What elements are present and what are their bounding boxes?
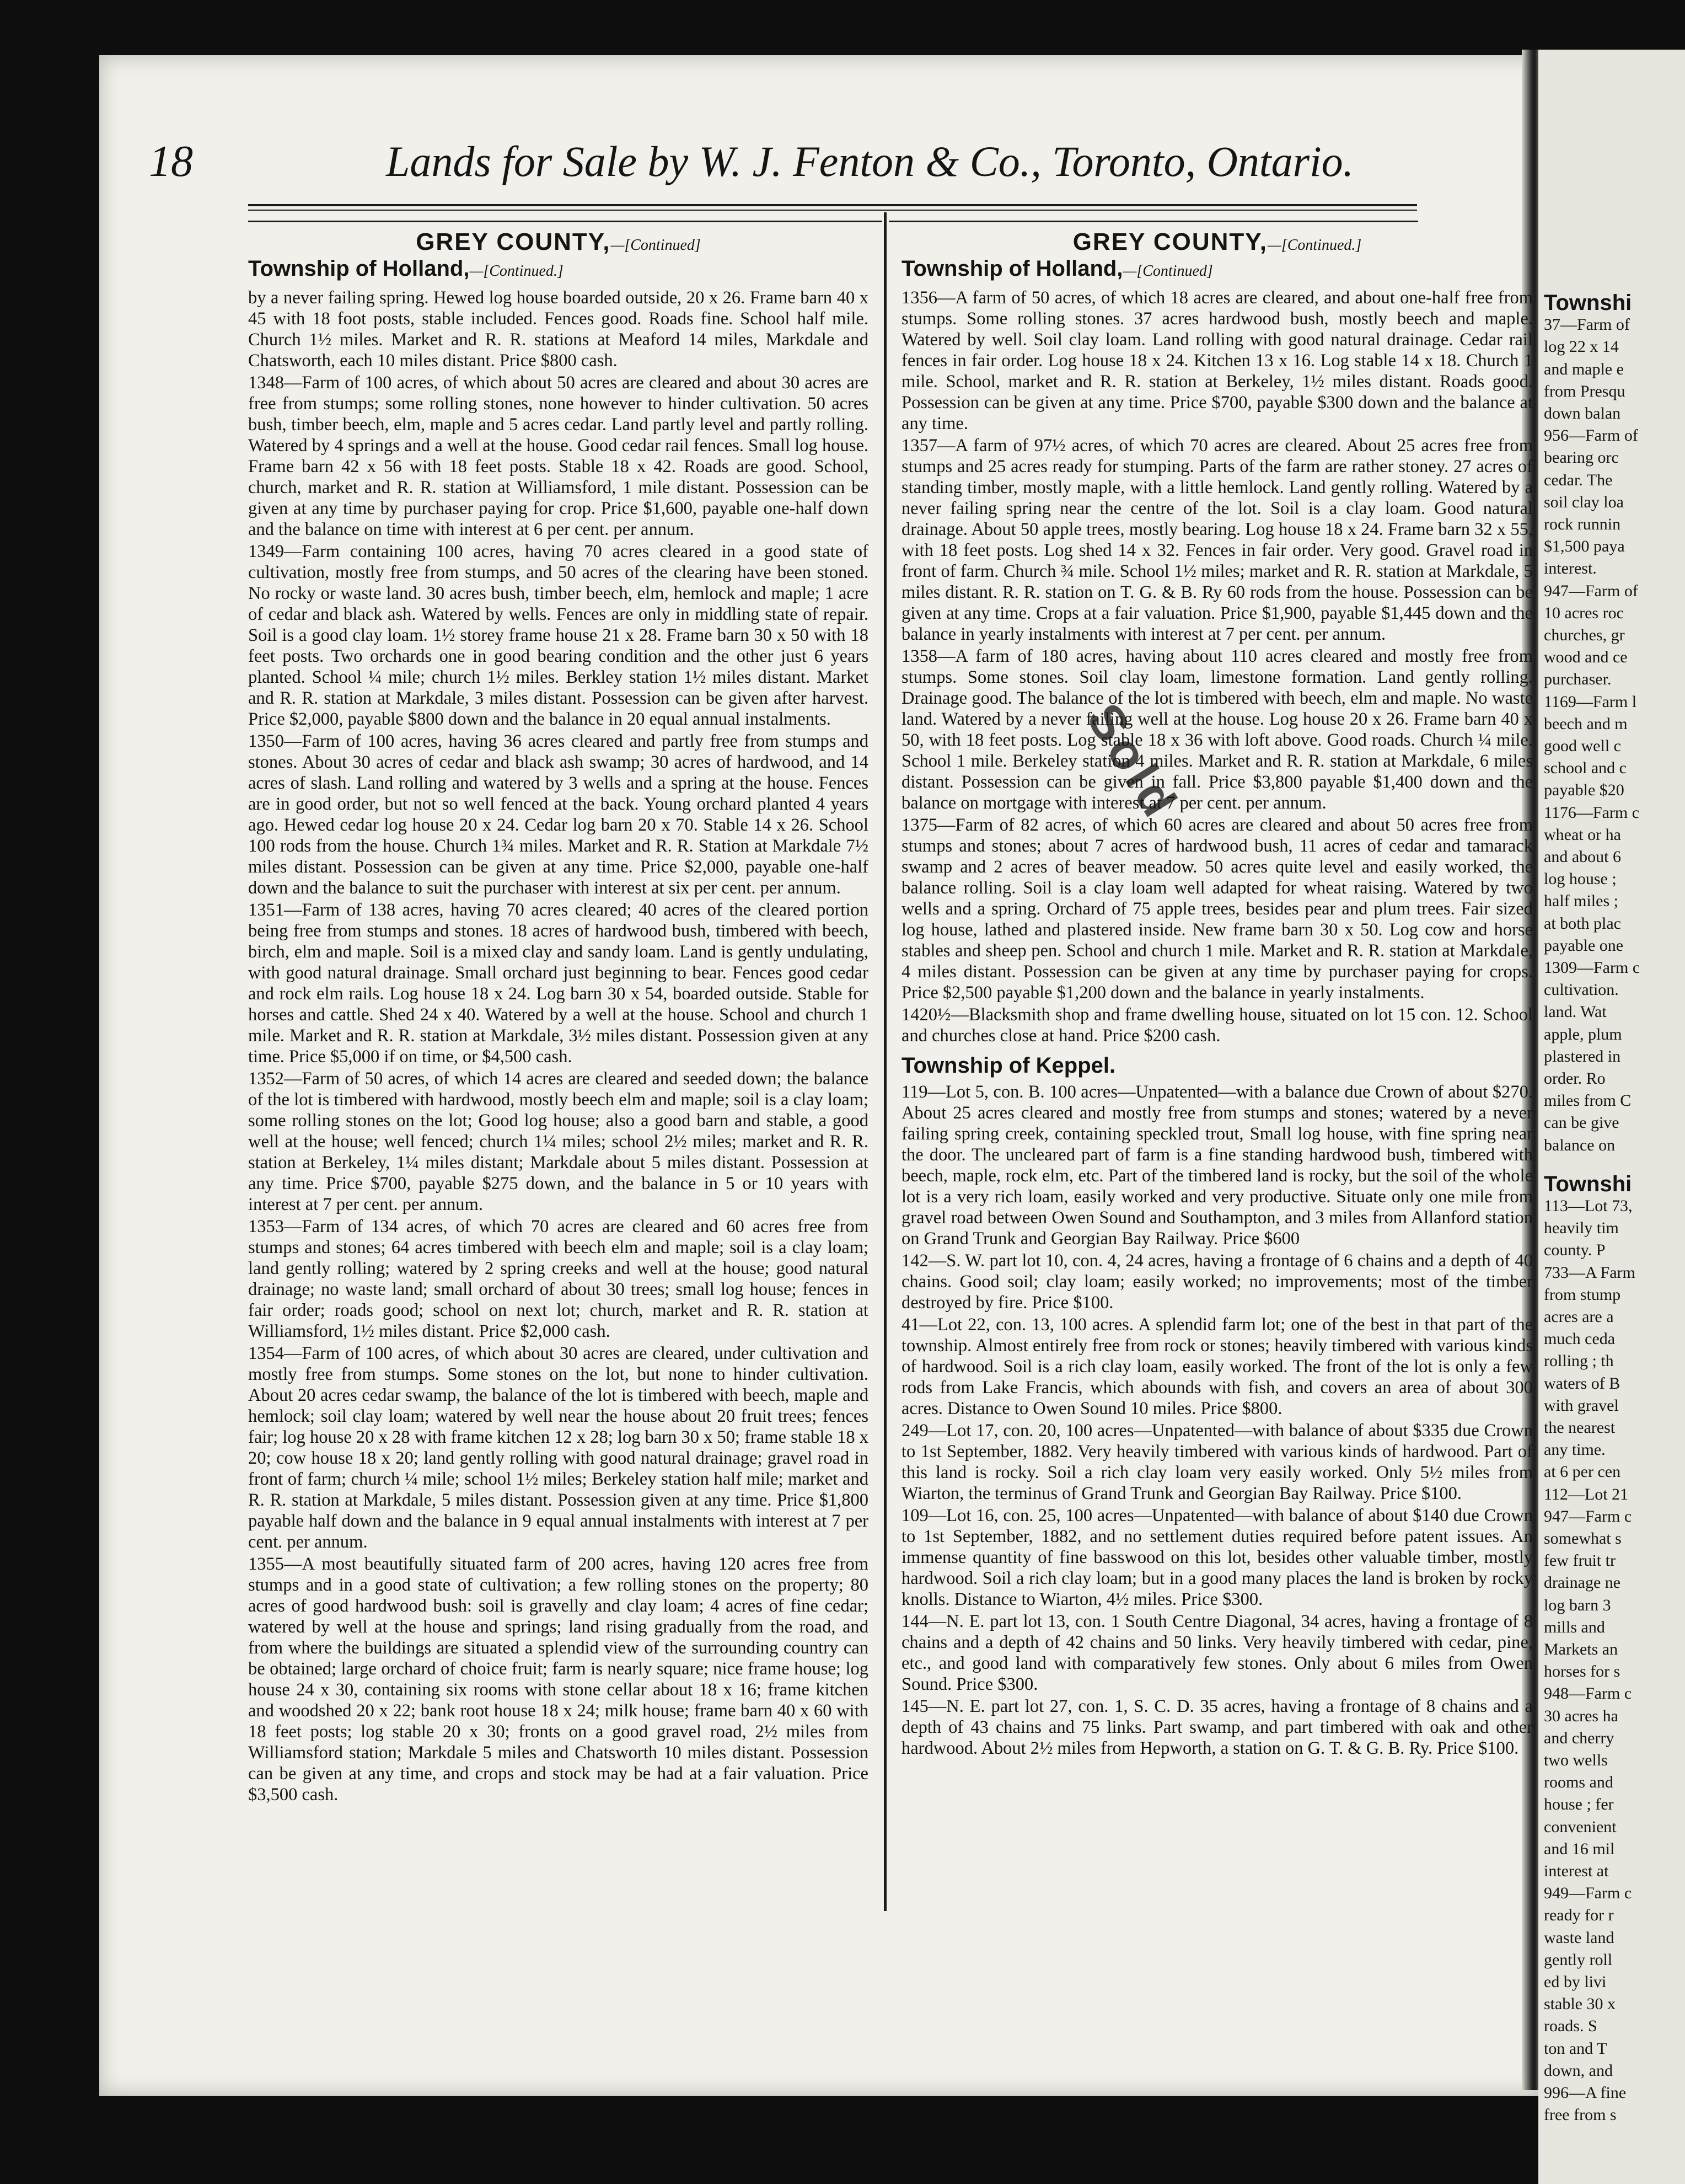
strip-line: roads. S xyxy=(1544,2017,1597,2036)
strip-line: and 16 mil xyxy=(1544,1839,1615,1858)
strip-line: payable one xyxy=(1544,936,1624,955)
page-number: 18 xyxy=(149,137,193,186)
strip-line: half miles ; xyxy=(1544,892,1618,911)
listing-entry: 1349—Farm containing 100 acres, having 70 acres cleared in a good state of cultivation, mostly free from stumps, and 50 acres of the clearing have been stoned. No rocky or waste land. 30 acres bush, timber beech, elm, hemlock and maple; 1 acre of cedar and black ash. Watered by wells. Fences are only in middling state of repair. Soil is a good clay loam. 1½ storey frame house 21 x 28. Frame barn 30 x 50 with 18 feet posts. Two orchards one in good bearing condition and the other just 6 years planted. School ¼ mile; church 1½ miles. Berkley station 1½ miles distant. Market and R. R. station at Markdale, 3 miles distant. Possession can be given after harvest. Price $2,000, payable $800 down and the balance in 20 equal annual instalments. xyxy=(248,542,868,729)
strip-line: Townshi xyxy=(1544,1171,1632,1196)
listing-entry: 145—N. E. part lot 27, con. 1, S. C. D. 35 acres, having a frontage of 8 chains and a depth of 43 chains and 75 links. Part swamp, and part timbered with oak and other hardwood. About 2½ miles from Hepworth, a station on G. T. & G. B. Ry. Price $100. xyxy=(901,1696,1533,1758)
strip-line: wheat or ha xyxy=(1544,825,1621,844)
strip-line: good well c xyxy=(1544,737,1621,755)
listing-entry: 1350—Farm of 100 acres, having 36 acres cleared and partly free from stumps and stones. About 30 acres of cedar and black ash swamp; 30 acres of hardwood, and 14 acres of slash. Land rolling and watered by 3 wells and a spring at the house. Fences are in good order, but not so well fenced at the back. Young orchard planted 4 years ago. Hewed cedar log house 20 x 24. Cedar log barn 20 x 70. Stable 14 x 26. School 100 rods from the house. Church 1¾ miles. Market and R. R. Station at Markdale 7½ miles distant. Possession can be given at any time. Price $2,000, payable one-half down and the balance to suit the purchaser with interest at six per cent. per annum. xyxy=(248,731,868,898)
strip-line: land. Wat xyxy=(1544,1003,1607,1021)
strip-line: down balan xyxy=(1544,404,1621,422)
strip-line: 996—A fine xyxy=(1544,2084,1627,2102)
strip-line: 956—Farm of xyxy=(1544,426,1638,445)
strip-line: order. Ro xyxy=(1544,1069,1606,1088)
strip-line: 30 acres ha xyxy=(1544,1706,1618,1725)
strip-line: ton and T xyxy=(1544,2039,1607,2058)
strip-line: rooms and xyxy=(1544,1773,1613,1792)
strip-line: interest at xyxy=(1544,1862,1609,1880)
strip-line: payable $20 xyxy=(1544,781,1624,800)
listing-entry: 1358—A farm of 180 acres, having about 110 acres cleared and mostly free from stumps. Some stones. Soil clay loam, limestone formation. Land gently rolling. Drainage good. The balance of the lot is timbered with beech, elm and maple. No waste land. Watered by a never failing well at the house. Log house 20 x 26. Frame barn 40 x 50, with 18 feet posts. Log stable 18 x 36 with loft above. Good roads. Church ¼ mile. School 1 mile. Berkeley station 4 miles. Market and R. R. station at Markdale, 6 miles distant. Possession can be given in fall. Price $3,800 payable $1,400 down and the balance on mortgage with interest at 7 per cent. per annum. xyxy=(901,646,1533,813)
strip-line: log house ; xyxy=(1544,870,1617,888)
strip-line: 948—Farm c xyxy=(1544,1684,1632,1703)
strip-line: cedar. The xyxy=(1544,470,1613,489)
strip-line: log 22 x 14 xyxy=(1544,338,1619,356)
strip-line: bearing orc xyxy=(1544,448,1619,467)
listing-entry: 249—Lot 17, con. 20, 100 acres—Unpatented—with balance of about $335 due Crown to 1st September, 1882. Very heavily timbered with various kinds of hardwood. Part of this land is rocky. Soil a rich clay loam very easily worked. Only 5½ miles from Wiarton, the terminus of Grand Trunk and Georgian Bay Railway. Price $100. xyxy=(901,1421,1533,1503)
strip-line: county. P xyxy=(1544,1241,1606,1260)
listing-entry: 1352—Farm of 50 acres, of which 14 acres are cleared and seeded down; the balance of the lot is timbered with hardwood, mostly beech elm and maple; soil is a clay loam; some rolling stones on the lot; Good log house; also a good barn and stable, a good well at the house; well fenced; church 1¼ miles; school 2½ miles; market and R. R. station at Berkeley, 1¼ miles distant; Markdale about 5 miles distant. Possession at any time. Price $700, payable $275 down, and the balance in 5 or 10 years with interest at 7 per cent. per annum. xyxy=(248,1069,868,1214)
township-heading: Township of Holland,—[Continued.] xyxy=(248,256,564,281)
strip-line: and cherry xyxy=(1544,1728,1614,1747)
strip-line: miles from C xyxy=(1544,1091,1632,1110)
strip-line: 37—Farm of xyxy=(1544,315,1630,334)
listing-entry: 119—Lot 5, con. B. 100 acres—Unpatented—with a balance due Crown of about $270. About 25 acres cleared and mostly free from stumps and stones; watered by a never failing spring creek, containing speckled trout, Small log house, with fine spring near the door. The uncleared part of farm is a fine standing hardwood bush, timbered with beech, maple, rock elm, etc. Part of the timbered land is rocky, but the soil of the whole lot is a very rich loam, easily worked and very productive. Situate only one mile from gravel road between Owen Sound and Southampton, and 3 miles from Allanford station on Grand Trunk and Georgian Bay Railway. Price $600 xyxy=(901,1082,1533,1249)
listing-group xyxy=(248,287,868,1805)
strip-line: somewhat s xyxy=(1544,1529,1622,1548)
strip-line: much ceda xyxy=(1544,1330,1616,1348)
strip-line: 10 acres roc xyxy=(1544,603,1624,622)
county-heading: GREY COUNTY,—[Continued.] xyxy=(1072,228,1362,255)
header-rule-thin xyxy=(248,210,1417,211)
listing-group xyxy=(901,1082,1533,1759)
strip-line: gently roll xyxy=(1544,1950,1613,1969)
strip-line: purchaser. xyxy=(1544,670,1612,689)
township-heading-keppel: Township of Keppel. xyxy=(901,1053,1116,1078)
strip-line: plastered in xyxy=(1544,1047,1621,1066)
page-header xyxy=(149,131,1417,186)
strip-line: ready for r xyxy=(1544,1906,1614,1925)
strip-line: beech and m xyxy=(1544,714,1628,733)
strip-line: free from s xyxy=(1544,2106,1617,2124)
strip-line: Markets an xyxy=(1544,1640,1618,1658)
strip-line: heavily tim xyxy=(1544,1219,1619,1238)
strip-line: few fruit tr xyxy=(1544,1551,1616,1570)
left-column xyxy=(248,228,868,1806)
county-heading: GREY COUNTY,—[Continued] xyxy=(416,228,701,255)
strip-line: down, and xyxy=(1544,2061,1613,2080)
strip-line: $1,500 paya xyxy=(1544,537,1625,556)
strip-line: convenient xyxy=(1544,1817,1617,1836)
strip-line: can be give xyxy=(1544,1114,1619,1132)
strip-line: cultivation. xyxy=(1544,981,1619,999)
strip-line: 1176—Farm c xyxy=(1544,803,1640,822)
strip-line: wood and ce xyxy=(1544,648,1628,667)
strip-line: the nearest xyxy=(1544,1418,1616,1437)
column-divider xyxy=(884,212,887,1911)
strip-line: churches, gr xyxy=(1544,626,1625,644)
strip-line: 113—Lot 73, xyxy=(1544,1197,1633,1215)
sold-stamp: Sold xyxy=(1076,694,1189,829)
strip-line: apple, plum xyxy=(1544,1025,1622,1043)
strip-line: drainage ne xyxy=(1544,1573,1621,1592)
strip-line: 733—A Farm xyxy=(1544,1263,1635,1282)
strip-line: school and c xyxy=(1544,759,1627,778)
listing-group xyxy=(901,287,1533,1046)
strip-line: log barn 3 xyxy=(1544,1596,1611,1614)
strip-line: horses for s xyxy=(1544,1662,1620,1681)
column-rule-left xyxy=(248,221,882,222)
header-rule xyxy=(248,204,1417,206)
listing-entry: 1420½—Blacksmith shop and frame dwelling house, situated on lot 15 con. 12. School and churches close at hand. Price $200 cash. xyxy=(901,1005,1533,1046)
listing-entry: 1355—A most beautifully situated farm of 200 acres, having 120 acres free from stumps and in a good state of cultivation; a few rolling stones on the property; 80 acres of good hardwood bush: soil is gravelly and clay loam; 4 acres of fine cedar; watered by well at the house and springs; land rising gradually from the road, and from where the buildings are situated a splendid view of the surrounding country can be obtained; large orchard of choice fruit; farm is nearly square; nice frame house; log house 24 x 30, containing six rooms with stone cellar about 18 x 16; frame kitchen and woodshed 20 x 22; bank root house 18 x 24; milk house; frame barn 40 x 60 with 18 feet posts; log stable 20 x 30; fronts on a good gravel road, 2½ miles from Williamsford station; Markdale 5 miles and Chatsworth 10 miles distant. Possession can be given at any time, and crops and stock may be had at a fair valuation. Price $3,500 cash. xyxy=(248,1554,868,1805)
listing-entry: 144—N. E. part lot 13, con. 1 South Centre Diagonal, 34 acres, having a frontage of 8 chains and a depth of 42 chains and 50 links. Very heavily timbered with cedar, pine, etc., and good land with comparatively few stones. Only about 6 miles from Owen Sound. Price $300. xyxy=(901,1612,1533,1694)
strip-line: 112—Lot 21 xyxy=(1544,1485,1629,1503)
listing-entry: 142—S. W. part lot 10, con. 4, 24 acres, having a frontage of 6 chains and a depth of 40 chains. Good soil; clay loam; easily worked; no improvements; most of the timber destroyed by fire. Price $100. xyxy=(901,1251,1533,1313)
strip-line: rolling ; th xyxy=(1544,1352,1614,1371)
strip-line: ed by livi xyxy=(1544,1973,1607,1991)
strip-line: two wells xyxy=(1544,1751,1608,1769)
listing-entry: 109—Lot 16, con. 25, 100 acres—Unpatented—with balance of about $140 due Crown to 1st September, 1882, and no settlement duties required before patent issues. An immense quantity of fine basswood on this lot, besides other valuable timber, mostly hardwood. Soil a rich clay loam; but in a good many places the land is broken by rocky knolls. Distance to Wiarton, 4½ miles. Price $300. xyxy=(901,1506,1533,1609)
strip-line: at 6 per cen xyxy=(1544,1463,1621,1481)
right-column xyxy=(901,228,1533,1760)
township-heading: Township of Holland,—[Continued] xyxy=(901,256,1213,281)
strip-line: 1169—Farm l xyxy=(1544,692,1637,711)
strip-line: and maple e xyxy=(1544,360,1624,378)
strip-line: 949—Farm c xyxy=(1544,1884,1632,1903)
strip-line: at both plac xyxy=(1544,914,1621,933)
listing-entry: 1351—Farm of 138 acres, having 70 acres cleared; 40 acres of the cleared portion being free from stumps and stones. 18 acres of hardwood bush, timbered with beech, birch, elm and maple. Soil is a mixed clay and sandy loam. Land is gently undulating, with good natural drainage. Small orchard just beginning to bear. Fences good cedar and rock elm rails. Log house 18 x 24. Log barn 30 x 54, boarded outside. Stable for horses and cattle. Shed 24 x 40. Watered by a well at the house. School and church 1 mile. Market and R. R. station at Markdale, 3½ miles distant. Possession given at any time. Price $5,000 if on time, or $4,500 cash. xyxy=(248,900,868,1067)
strip-line: soil clay loa xyxy=(1544,493,1624,511)
strip-line: balance on xyxy=(1544,1136,1616,1154)
strip-line: interest. xyxy=(1544,559,1597,578)
listing-entry: 1354—Farm of 100 acres, of which about 30 acres are cleared, under cultivation and mostly free from stumps. Some stones on the lot, but none to hinder cultivation. About 20 acres cedar swamp, the balance of the lot is timbered with beech, maple and hemlock; soil clay loam; watered by well near the house about 20 fruit trees; fences fair; log house 20 x 28 with frame kitchen 12 x 28; log barn 30 x 50; frame stable 18 x 20; cow house 18 x 20; land gently rolling with good natural drainage; gravel road in front of farm; church ¼ mile; school 1½ miles; Berkeley station half mile; market and R. R. station at Markdale, 5 miles distant. Possession given at any time. Price $1,800 payable half down and the balance in 9 equal annual instalments with interest at 7 per cent. per annum. xyxy=(248,1343,868,1552)
strip-line: from Presqu xyxy=(1544,382,1625,400)
strip-line: acres are a xyxy=(1544,1308,1614,1326)
strip-line: rock runnin xyxy=(1544,515,1621,533)
strip-line: 947—Farm of xyxy=(1544,581,1638,600)
strip-line: house ; fer xyxy=(1544,1795,1614,1814)
strip-line: Townshi xyxy=(1544,291,1632,315)
strip-line: waters of B xyxy=(1544,1374,1620,1393)
listing-entry: 1357—A farm of 97½ acres, of which 70 acres are cleared. About 25 acres free from stumps and 25 acres ready for stumping. Parts of the farm are rather stoney. 27 acres of standing timber, mostly maple, with a little hemlock. Land gently rolling. Watered by a never failing spring near the centre of the lot. Soil is a clay loam. Good natural drainage. About 50 apple trees, mostly bearing. Log house 18 x 24. Frame barn 32 x 55, with 18 feet posts. Log shed 14 x 32. Fences in fair order. Very good. Gravel road in front of farm. Church ¾ mile. School 1½ miles; market and R. R. station at Markdale, 5 miles distant. R. R. station on T. G. & B. Ry 60 rods from the house. Possession can be given at any time. Crops at a fair valuation. Price $1,900, payable $1,445 down and the balance in yearly instalments with interest at 7 per cent. per annum. xyxy=(901,436,1533,644)
listing-entry: 1348—Farm of 100 acres, of which about 50 acres are cleared and about 30 acres are free from stumps; some rolling stones, none however to hinder cultivation. 50 acres bush, timber beech, elm, maple and 5 acres cedar. Land partly level and partly rolling. Watered by 4 springs and a well at the house. Good cedar rail fences. Small log house. Frame barn 42 x 56 with 18 feet posts. Stable 18 x 42. Roads are good. School, church, market and R. R. station at Williamsford, 1 mile distant. Possession can be given at any time by purchaser paying for crop. Price $1,600, payable one-half down and the balance on time with interest at 6 per cent. per annum. xyxy=(248,373,868,539)
column-rule-right xyxy=(889,221,1418,222)
listing-entry: 1353—Farm of 134 acres, of which 70 acres are cleared and 60 acres free from stumps and stones; 64 acres timbered with beech elm and maple; soil is a clay loam; land gently rolling; watered by 2 spring creeks and well at the house; good natural drainage; no waste land; small orchard of about 30 trees; small log house; fences in fair order; roads good; school on next lot; church, market and R. R. station at Williamsford, 1½ miles distant. Price $2,000 cash. xyxy=(248,1217,868,1341)
listing-entry: 41—Lot 22, con. 13, 100 acres. A splendid farm lot; one of the best in that part of the township. Almost entirely free from rock or stones; heavily timbered with various kinds of hardwood. Soil is a rich clay loam, easily worked. The front of the lot is only a few rods from Lake Francis, which abounds with fish, and covers an area of about 300 acres. Distance to Owen Sound 10 miles. Price $800. xyxy=(901,1315,1533,1418)
strip-line: 1309—Farm c xyxy=(1544,959,1640,977)
page-title: Lands for Sale by W. J. Fenton & Co., Toronto, Ontario. xyxy=(386,137,1354,185)
strip-line: waste land xyxy=(1544,1928,1614,1947)
strip-line: stable 30 x xyxy=(1544,1995,1616,2014)
listing-entry: 1356—A farm of 50 acres, of which 18 acres are cleared, and about one-half free from stumps. Some rolling stones. 37 acres hardwood bush, mostly beech and maple. Watered by well. Soil clay loam. Land rolling with good natural drainage. Cedar rail fences in fair order. Log house 18 x 24. Kitchen 13 x 16. Log stable 14 x 18. Church 1 mile. School, market and R. R. station at Berkeley, 1½ miles distant. Roads good. Possession can be given at any time. Price $700, payable $300 down and the balance at any time. xyxy=(901,288,1533,433)
strip-line: any time. xyxy=(1544,1441,1606,1459)
strip-line: mills and xyxy=(1544,1618,1605,1636)
listing-entry: by a never failing spring. Hewed log house boarded outside, 20 x 26. Frame barn 40 x 45 with 18 foot posts, stable included. Fences good. Roads fine. School half mile. Church 1½ miles. Market and R. R. stations at Meaford 14 miles, Markdale and Chatsworth, each 10 miles distant. Price $800 cash. xyxy=(248,288,868,371)
strip-line: 947—Farm c xyxy=(1544,1507,1632,1525)
strip-line: with gravel xyxy=(1544,1396,1619,1415)
listing-entry: 1375—Farm of 82 acres, of which 60 acres are cleared and about 50 acres free from stumps and stones; about 7 acres of hardwood bush, 11 acres of cedar and tamarack swamp and 2 acres of beaver meadow. 50 acres quite level and easily worked, the balance rolling. Soil is a clay loam well adapted for wheat raising. Watered by two wells and a spring. Orchard of 75 apple trees, besides pear and plum trees. Fair sized log house, lathed and plastered inside. New frame barn 30 x 50. Log cow and horse stables and sheep pen. School and church 1 mile. Market and R. R. station at Markdale, 4 miles distant. Possession can be given at any time by purchaser paying for crops. Price $2,500 payable $1,200 down and the balance in yearly instalments. xyxy=(901,815,1533,1003)
next-page-strip xyxy=(1538,50,1685,2184)
strip-line: and about 6 xyxy=(1544,848,1621,866)
strip-line: from stump xyxy=(1544,1285,1621,1304)
